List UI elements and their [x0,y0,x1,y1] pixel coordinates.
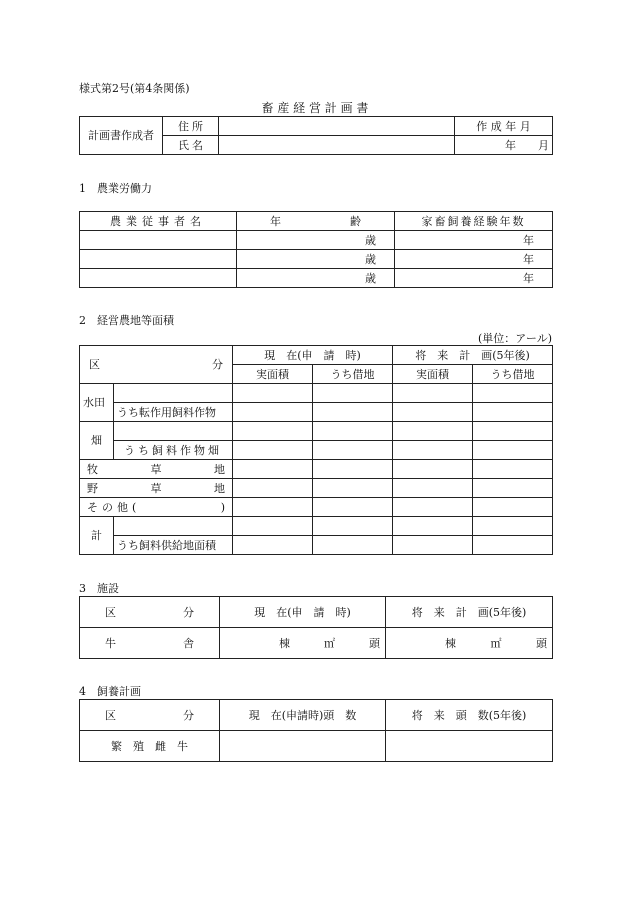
labor-age-cell[interactable]: 歳 [237,250,395,269]
breeding-col-kubun: 区 分 [80,700,220,731]
address-label: 住 所 [163,117,219,136]
row-total-label: 計 [80,517,114,555]
section-2-heading: 2 経営農地等面積 [79,314,174,327]
cell[interactable] [473,422,553,441]
table-row [80,250,553,269]
cell[interactable] [313,498,393,517]
cell[interactable] [313,422,393,441]
cell[interactable] [393,384,473,403]
cell[interactable] [233,384,313,403]
table-row [80,460,553,479]
labor-name-cell[interactable] [80,231,237,250]
section-3-heading: 3 施設 [79,582,119,595]
cell[interactable] [393,536,473,555]
labor-name-cell[interactable] [80,269,237,288]
author-label: 計画書作成者 [80,117,163,155]
author-table [79,116,553,155]
cell[interactable] [473,441,553,460]
future-lease-header: うち借地 [473,365,553,384]
labor-table [79,211,553,288]
row-field-blank [114,422,233,441]
row-other-label: その他( ) [80,498,233,517]
now-lease-header: うち借地 [313,365,393,384]
name-label: 氏 名 [163,136,219,155]
form-number: 様式第2号(第4条関係) [79,82,190,95]
row-paddy-sub-label: うち転作用飼料作物 [114,403,233,422]
cell[interactable] [233,460,313,479]
area-unit-note: (単位：アール) [477,332,552,345]
labor-experience-cell[interactable]: 年 [395,231,553,250]
cell[interactable] [233,517,313,536]
cell[interactable] [473,460,553,479]
cell[interactable] [233,479,313,498]
row-paddy-blank [114,384,233,403]
name-field[interactable] [219,136,455,155]
cell[interactable] [393,498,473,517]
cell[interactable] [393,479,473,498]
facility-table [79,596,553,659]
cell[interactable] [393,460,473,479]
facility-now-cell[interactable]: 棟 ㎡ 頭 [220,628,386,659]
breeding-row-label: 繁 殖 雌 牛 [80,731,220,762]
cell[interactable] [233,536,313,555]
row-field-label: 畑 [80,422,114,460]
address-field[interactable] [219,117,455,136]
cell[interactable] [313,441,393,460]
row-wild-label: 野 草 地 [80,479,233,498]
table-row [80,422,553,441]
cell[interactable] [473,536,553,555]
labor-age-cell[interactable]: 歳 [237,269,395,288]
created-date-field[interactable]: 年 月 [455,136,553,155]
row-pasture-label: 牧 草 地 [80,460,233,479]
cell[interactable] [233,441,313,460]
now-area-header: 実面積 [233,365,313,384]
table-row [80,628,553,659]
cell[interactable] [233,422,313,441]
cell[interactable] [233,403,313,422]
cell[interactable] [233,498,313,517]
facility-col-now: 現 在(申 請 時) [220,597,386,628]
row-total-sub-label: うち飼料供給地面積 [114,536,233,555]
cell[interactable] [393,441,473,460]
labor-col-age: 年 齢 [237,212,395,231]
cell[interactable] [473,517,553,536]
farmland-table [79,345,553,555]
facility-col-kubun: 区 分 [80,597,220,628]
cell[interactable] [393,422,473,441]
table-row [80,536,553,555]
section-4-heading: 4 飼養計画 [79,685,141,698]
cell[interactable] [473,384,553,403]
breeding-table [79,699,553,762]
future-area-header: 実面積 [393,365,473,384]
cell[interactable] [313,460,393,479]
row-field-sub-label: うち飼料作物畑 [114,441,233,460]
cell[interactable] [473,403,553,422]
table-row [80,403,553,422]
labor-age-cell[interactable]: 歳 [237,231,395,250]
breeding-col-now: 現 在(申請時)頭 数 [220,700,386,731]
labor-col-name: 農業従事者名 [80,212,237,231]
farmland-col-kubun: 区 分 [80,346,233,384]
cell[interactable] [393,403,473,422]
table-row [80,384,553,403]
table-row [80,231,553,250]
table-row [80,517,553,536]
cell[interactable] [313,536,393,555]
cell[interactable] [473,479,553,498]
facility-future-cell[interactable]: 棟 ㎡ 頭 [386,628,553,659]
row-paddy-label: 水田 [80,384,114,422]
cell[interactable] [313,517,393,536]
labor-experience-cell[interactable]: 年 [395,269,553,288]
facility-col-future: 将 来 計 画(5年後) [386,597,553,628]
table-row [80,269,553,288]
created-label: 作 成 年 月 [455,117,553,136]
table-row [80,441,553,460]
farmland-col-now: 現 在(申 請 時) [233,346,393,365]
cell[interactable] [313,403,393,422]
table-row [80,479,553,498]
labor-experience-cell[interactable]: 年 [395,250,553,269]
cell[interactable] [313,479,393,498]
section-1-heading: 1 農業労働力 [79,182,152,195]
table-row [80,731,553,762]
farmland-col-future: 将 来 計 画(5年後) [393,346,553,365]
cell[interactable] [393,517,473,536]
table-row [80,498,553,517]
document-title: 畜 産 経 営 計 画 書 [261,101,369,115]
facility-row-label: 牛 舎 [80,628,220,659]
breeding-future-cell[interactable] [386,731,553,762]
breeding-col-future: 将 来 頭 数(5年後) [386,700,553,731]
labor-col-experience: 家畜飼養経験年数 [395,212,553,231]
cell[interactable] [313,384,393,403]
labor-name-cell[interactable] [80,250,237,269]
cell[interactable] [473,498,553,517]
breeding-now-cell[interactable] [220,731,386,762]
row-total-blank [114,517,233,536]
